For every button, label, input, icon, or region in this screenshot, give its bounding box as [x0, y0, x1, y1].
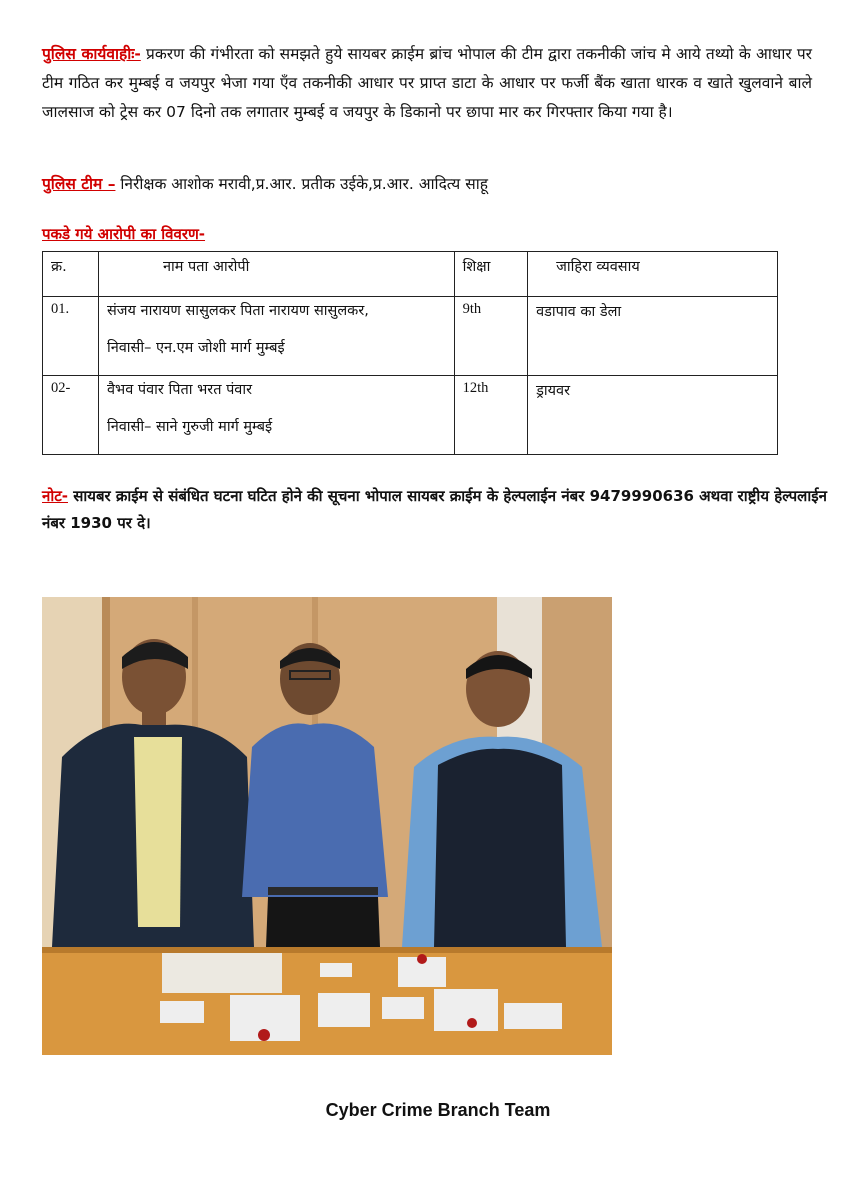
- note-label: नोट-: [42, 487, 68, 505]
- team-photo-illustration: [42, 597, 612, 1055]
- table-row: [43, 376, 778, 455]
- row-occupation: ड्रायवर: [528, 376, 778, 455]
- row-name-address: [98, 297, 454, 376]
- accused-table: [42, 251, 778, 455]
- police-action-text: प्रकरण की गंभीरता को समझते हुये सायबर क्राईम ब्रांच भोपाल की टीम द्वारा तकनीकी जांच मे आये तथ्यो के आधार पर टीम गठित कर मुम्बई व जयपुर भेजा गया एँव तकनीकी आधार पर प्राप्त डाटा के आधार पर फर्जी बैंक खाता धारक व खाते खुलवाने बाले जालसाज को ट्रेस कर 07 दिनो तक लगातार मुम्बई व जयपुर के डिकानो पर छापा मार कर गिरफ्तार किया गया है।: [42, 45, 812, 121]
- row-name-address: [98, 376, 454, 455]
- header-name: [98, 252, 454, 297]
- header-serial: क्र.: [43, 252, 99, 297]
- accused-name: वैभव पंवार पिता भरत पंवार: [106, 382, 253, 398]
- arrested-heading: पकडे गये आरोपी का विवरण-: [42, 225, 206, 243]
- team-photo: [42, 597, 612, 1055]
- row-education: 12th: [454, 376, 527, 455]
- photo-caption: Cyber Crime Branch Team: [325, 1100, 551, 1120]
- police-action-paragraph: [42, 40, 812, 127]
- header-occupation-text: जाहिरा व्यवसाय: [556, 259, 640, 275]
- police-team-members: निरीक्षक आशोक मरावी,प्र.आर. प्रतीक उईके,प्र.आर. आदित्य साहू: [120, 175, 488, 193]
- accused-name: संजय नारायण सासुलकर पिता नारायण सासुलकर,: [106, 303, 369, 319]
- accused-address: निवासी– एन.एम जोशी मार्ग मुम्बई: [106, 340, 285, 356]
- row-occupation: वडापाव का डेला: [528, 297, 778, 376]
- police-team-line: [42, 172, 488, 194]
- header-occupation: [528, 252, 778, 297]
- row-education: 9th: [454, 297, 527, 376]
- row-serial: 01.: [43, 297, 99, 376]
- note-text: सायबर क्राईम से संबंधित घटना घटित होने की सूचना भोपाल सायबर क्राईम के हेल्पलाईन नंबर 9479990636 अथवा राष्ट्रीय हेल्पलाईन नंबर 1930 पर दे।: [42, 487, 827, 532]
- table-row: [43, 297, 778, 376]
- table-header-row: [43, 252, 778, 297]
- police-action-label: पुलिस कार्यवाहीः-: [42, 45, 141, 63]
- accused-address: निवासी– साने गुरुजी मार्ग मुम्बई: [106, 419, 273, 435]
- helpline-note: [42, 483, 832, 537]
- header-education: शिक्षा: [454, 252, 527, 297]
- row-serial: 02-: [43, 376, 99, 455]
- police-team-label: पुलिस टीम –: [42, 175, 116, 193]
- header-name-text: नाम पता आरोपी: [162, 259, 250, 275]
